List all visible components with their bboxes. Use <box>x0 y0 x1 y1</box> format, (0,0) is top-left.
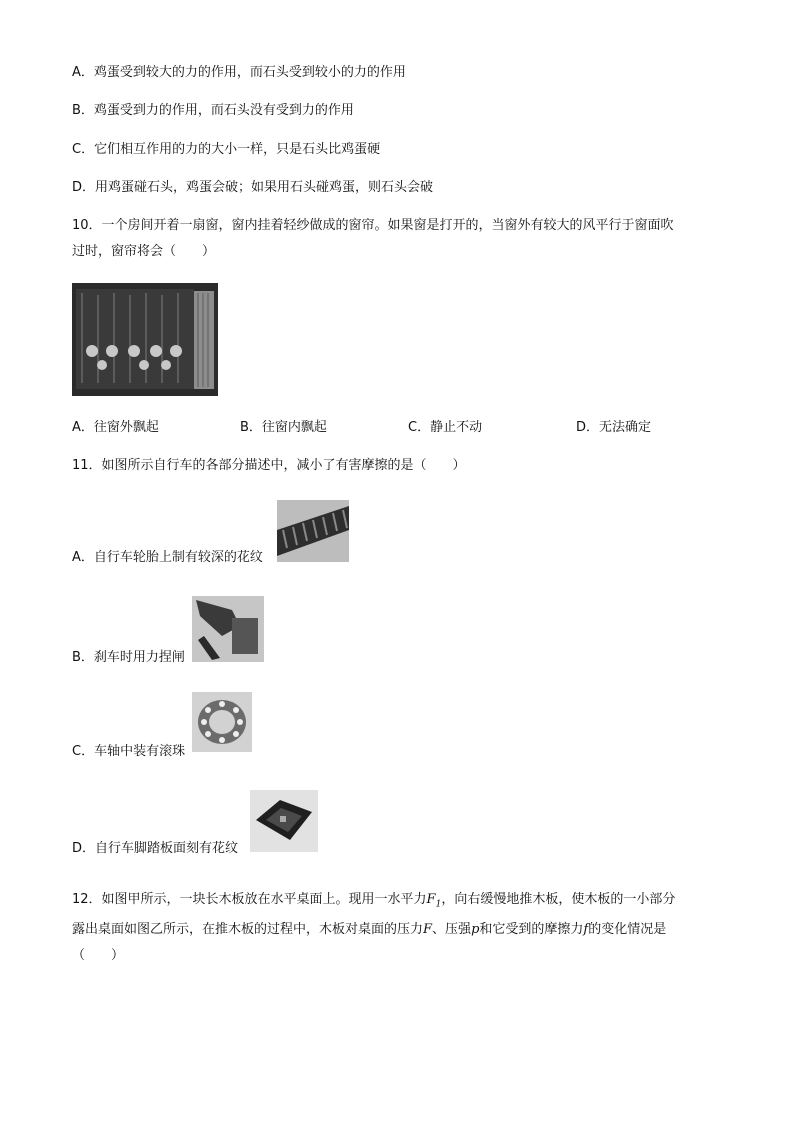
q12-line2-part-b: 、压强 <box>432 922 472 937</box>
q12-line1 <box>72 891 675 914</box>
q10-stem-line1: 10．一个房间开着一扇窗，窗内挂着轻纱做成的窗帘。如果窗是打开的，当窗外有较大的风平行于窗面吹 <box>72 218 674 233</box>
q11-option-d: D．自行车脚踏板面刻有花纹 <box>72 841 239 856</box>
q12-line1-part-b: ，向右缓慢地推木板，使木板的一小部分 <box>441 892 676 907</box>
q9-option-b: B．鸡蛋受到力的作用，而石头没有受到力的作用 <box>72 103 354 118</box>
q12-line2-part-a: 露出桌面如图乙所示，在推木板的过程中，木板对桌面的压力 <box>72 922 424 937</box>
q10-option-c: C．静止不动 <box>408 420 483 435</box>
q9-option-a: A．鸡蛋受到较大的力的作用，而石头受到较小的力的作用 <box>72 65 406 80</box>
curtain-window-photo <box>72 283 218 396</box>
bicycle-pedal-photo <box>250 790 318 852</box>
pressure-force-symbol: F <box>423 922 433 937</box>
force-symbol-subscript: 1 <box>435 899 442 910</box>
q11-option-b: B．刹车时用力捏闸 <box>72 650 185 665</box>
pressure-symbol: p <box>471 922 480 937</box>
brake-lever-photo <box>192 596 264 662</box>
q11-stem: 11．如图所示自行车的各部分描述中，减小了有害摩擦的是（ ） <box>72 458 466 473</box>
ball-bearing-photo <box>192 692 252 752</box>
q10-stem-line2: 过时，窗帘将会（ ） <box>72 244 216 259</box>
q12-line2 <box>72 921 666 939</box>
force-symbol-f1 <box>426 892 442 910</box>
q10-option-b: B．往窗内飘起 <box>240 420 327 435</box>
q12-line2-part-c: 和它受到的摩擦力 <box>479 922 584 937</box>
q10-option-d: D．无法确定 <box>576 420 652 435</box>
q12-line2-part-d: 的变化情况是 <box>588 922 667 937</box>
tire-tread-photo <box>277 500 349 562</box>
q11-option-a: A．自行车轮胎上制有较深的花纹 <box>72 550 263 565</box>
q10-option-a: A．往窗外飘起 <box>72 420 159 435</box>
q9-option-d: D．用鸡蛋碰石头，鸡蛋会破；如果用石头碰鸡蛋，则石头会破 <box>72 180 434 195</box>
friction-symbol: f <box>583 922 589 937</box>
q12-line1-part-a: 12．如图甲所示，一块长木板放在水平桌面上。现用一水平力 <box>72 892 427 907</box>
q11-option-c: C．车轴中装有滚珠 <box>72 744 186 759</box>
q9-option-c: C．它们相互作用的力的大小一样，只是石头比鸡蛋硬 <box>72 142 381 157</box>
force-symbol-letter: F <box>426 892 436 907</box>
q12-line3: （ ） <box>72 948 125 963</box>
